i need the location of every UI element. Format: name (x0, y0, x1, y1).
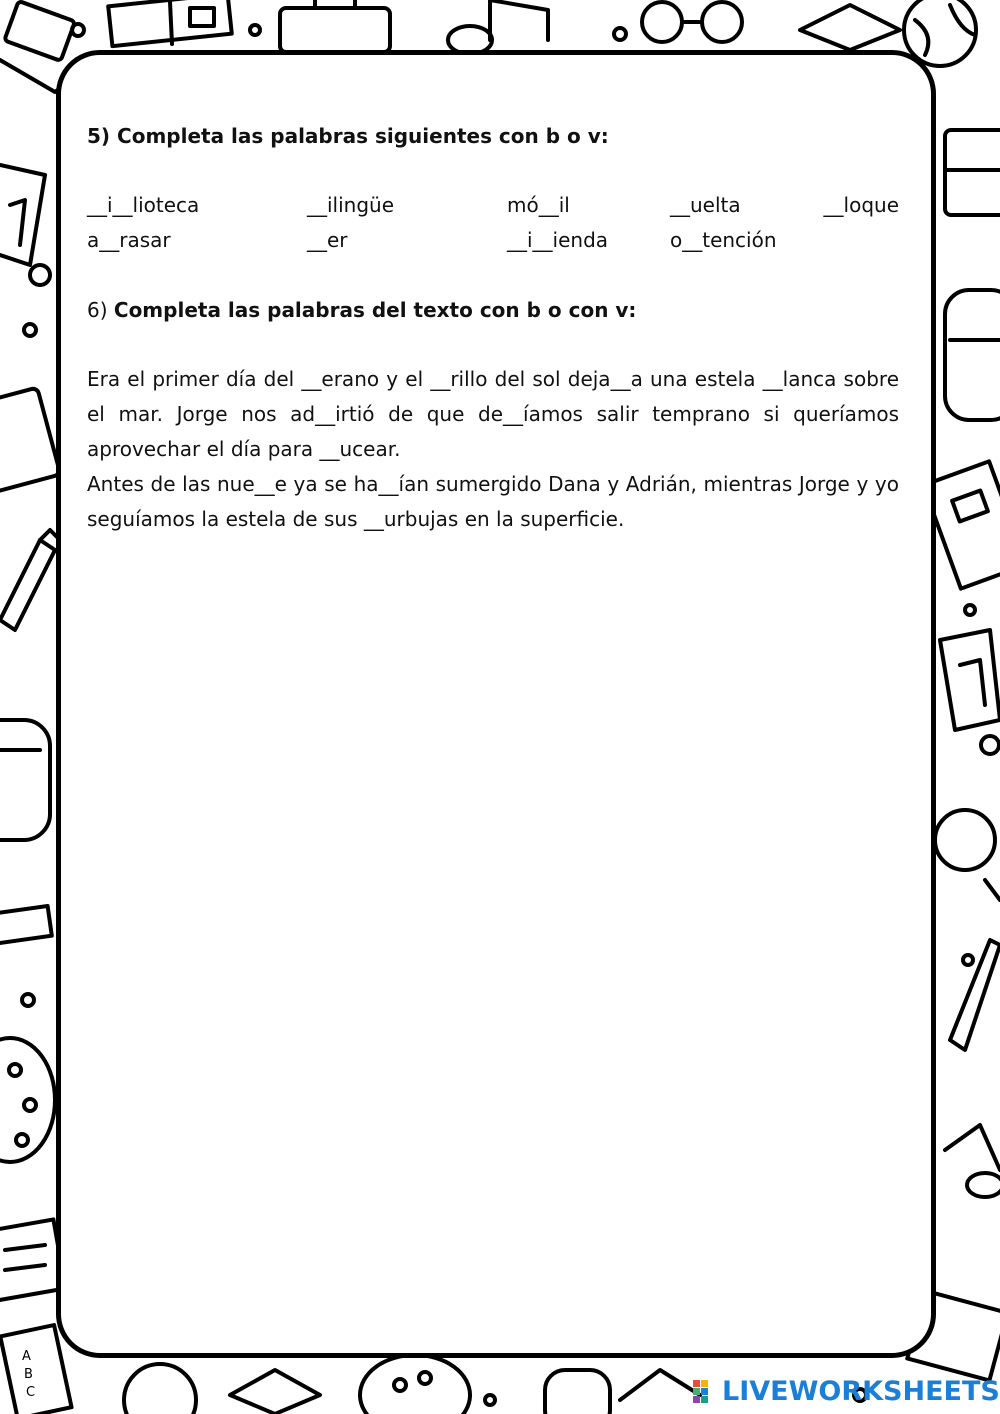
trophy-doodle-right (940, 630, 1000, 754)
exercise6-paragraph-2[interactable]: Antes de las nue__e ya se ha__ían sumergido Dana y Adrián, mientras Jorge y yo seguíamos la estela de sus __urbujas en la superficie. (87, 472, 899, 531)
word-row-1 (87, 188, 899, 223)
briefcase-doodle-right (945, 130, 1000, 215)
shoe-doodle-bottom (620, 1370, 700, 1400)
word-row-2 (87, 223, 899, 258)
trophy-doodle-left (0, 165, 50, 285)
exercise6-instruction: Completa las palabras del texto con b o con v: (113, 298, 637, 322)
word-blank[interactable]: __loque (823, 193, 899, 217)
svg-text:A: A (22, 1349, 31, 1364)
globe-doodle-bottom (124, 1364, 196, 1414)
binoculars-doodle-top (642, 2, 742, 42)
pencil-doodle-left (0, 530, 60, 630)
exercise5-word-grid (87, 188, 899, 258)
word-blank[interactable]: a__rasar (87, 228, 171, 252)
worksheet-content (87, 118, 899, 537)
word-blank[interactable]: __i__lioteca (87, 193, 200, 217)
grad-cap-doodle-bottom (230, 1370, 320, 1414)
bag-doodle-bottom (545, 1370, 610, 1414)
exercise6-title (87, 292, 899, 328)
word-blank[interactable]: o__tención (670, 228, 777, 252)
liveworksheets-logo-icon (692, 1378, 718, 1404)
word-blank[interactable]: __uelta (670, 193, 741, 217)
exercise5-instruction: Completa las palabras siguientes con b o v: (117, 124, 609, 148)
liveworksheets-wordmark: LIVEWORKSHEETS (722, 1375, 1000, 1407)
palette-doodle-bottom (360, 1355, 470, 1414)
exercise5-title (87, 118, 899, 154)
svg-text:B: B (24, 1367, 33, 1382)
briefcase-doodle-left (0, 387, 60, 492)
music-note-doodle-top (448, 0, 548, 54)
abc-sheet-doodle (0, 1325, 71, 1414)
word-blank[interactable]: __i__ienda (507, 228, 609, 252)
palette-doodle-left (0, 1038, 55, 1162)
word-blank[interactable]: __er (307, 228, 348, 252)
exercise6-number: 6) (87, 298, 108, 322)
ruler-doodle-left (0, 906, 52, 944)
liveworksheets-logo (692, 1376, 1000, 1406)
pencil-doodle-right (950, 940, 1000, 1050)
grad-cap-doodle-top (800, 5, 900, 50)
music-note-doodle-right (945, 1125, 1000, 1197)
bag-doodle-left (0, 720, 50, 840)
word-blank[interactable]: mó__il (507, 193, 570, 217)
word-blank[interactable]: __ilingüe (307, 193, 395, 217)
backpack-doodle-right (945, 290, 1000, 420)
exercise5-number: 5) (87, 124, 111, 148)
book-doodle-top (108, 0, 232, 46)
svg-text:C: C (26, 1385, 36, 1400)
telescope-doodle-right (935, 810, 1000, 900)
exercise6-paragraph-1[interactable]: Era el primer día del __erano y el __rillo del sol deja__a una estela __lanca sobre el mar. Jorge nos ad__irtió de que de__íamos salir temprano si queríamos aprovechar el día para __ucear. (87, 367, 899, 461)
briefcase-doodle-top (280, 0, 390, 52)
